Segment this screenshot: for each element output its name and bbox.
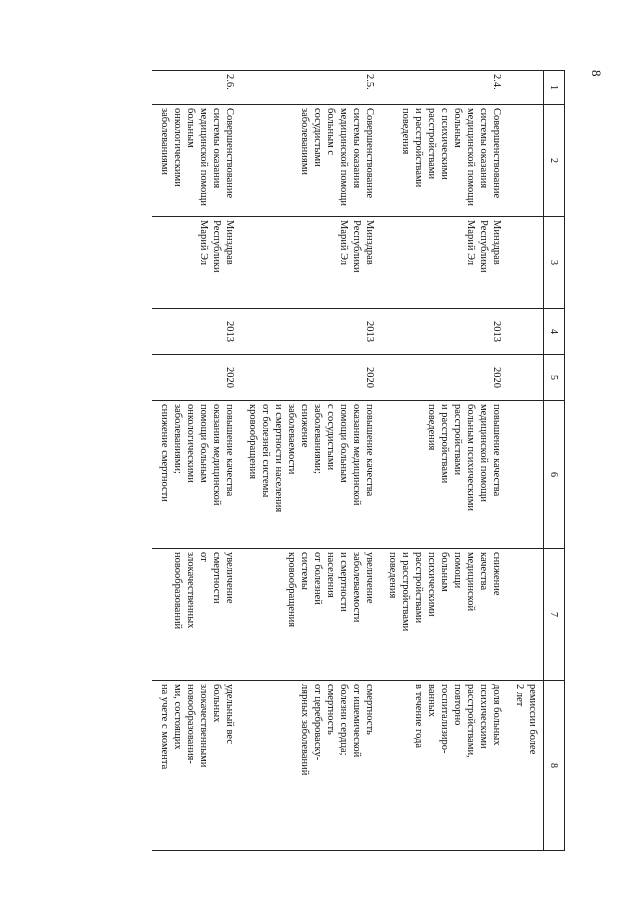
- indicator: смертность от ишемической болезни сердца; смертность от цереброваску- лярных заболеваний: [240, 681, 380, 851]
- table-row: [380, 71, 507, 851]
- header-col-8: 8: [544, 681, 565, 851]
- header-col-2: 2: [544, 105, 565, 217]
- program-measures-table: [152, 70, 565, 851]
- executor: Минздрав Республики Марий Эл: [240, 217, 380, 309]
- table-row: [240, 71, 380, 851]
- header-col-5: 5: [544, 355, 565, 401]
- expected-result: повышение качества оказания медицинской помощи больным онкологическими заболеваниями; снижение смертности: [152, 401, 240, 549]
- row-number: 2.5.: [240, 71, 380, 105]
- executor: Минздрав Республики Марий Эл: [380, 217, 507, 309]
- header-col-6: 6: [544, 401, 565, 549]
- start-year: 2013: [380, 309, 507, 355]
- measure-name: Совершенствование системы оказания медицинской помощи больным онкологическими заболеваниями: [152, 105, 240, 217]
- consequence: увеличение заболеваемости и смертности населения от болезней системы кровообращения: [240, 549, 380, 681]
- rotated-table-wrapper: [105, 70, 565, 850]
- measure-name: Совершенствование системы оказания медицинской помощи больным с сосудистыми заболеваниями: [240, 105, 380, 217]
- end-year: 2020: [380, 355, 507, 401]
- indicator: доля больных психическими расстройствами, повторно госпитализиро- ванных в течение года: [380, 681, 507, 851]
- indicator: удельный вес больных злокачественными новообразования- ми, состоящих на учете с момента: [152, 681, 240, 851]
- header-col-7: 7: [544, 549, 565, 681]
- continuation-cell: ремиссии более 2 лет: [507, 681, 544, 851]
- table-header: [544, 71, 565, 851]
- page-number: 8: [589, 70, 604, 77]
- consequence: снижение качества медицинской помощи больным психическими расстройствами и расстройствами поведения: [380, 549, 507, 681]
- table-row-continuation: [507, 71, 544, 851]
- end-year: 2020: [152, 355, 240, 401]
- table-row: [152, 71, 240, 851]
- header-col-4: 4: [544, 309, 565, 355]
- row-number: 2.4.: [380, 71, 507, 105]
- consequence: увеличение смертности от злокачественных новообразований: [152, 549, 240, 681]
- expected-result: повышение качества медицинской помощи больным психическими расстройствами и расстройствами поведения: [380, 401, 507, 549]
- start-year: 2013: [240, 309, 380, 355]
- measure-name: Совершенствование системы оказания медицинской помощи больным с психическими расстройствами и расстройствами поведения: [380, 105, 507, 217]
- start-year: 2013: [152, 309, 240, 355]
- row-number: 2.6.: [152, 71, 240, 105]
- header-col-3: 3: [544, 217, 565, 309]
- end-year: 2020: [240, 355, 380, 401]
- expected-result: повышение качества оказания медицинской помощи больным с сосудистыми заболеваниями; снижение заболеваемости и смертности населения от болезней системы кровообращения: [240, 401, 380, 549]
- header-col-1: 1: [544, 71, 565, 105]
- executor: Минздрав Республики Марий Эл: [152, 217, 240, 309]
